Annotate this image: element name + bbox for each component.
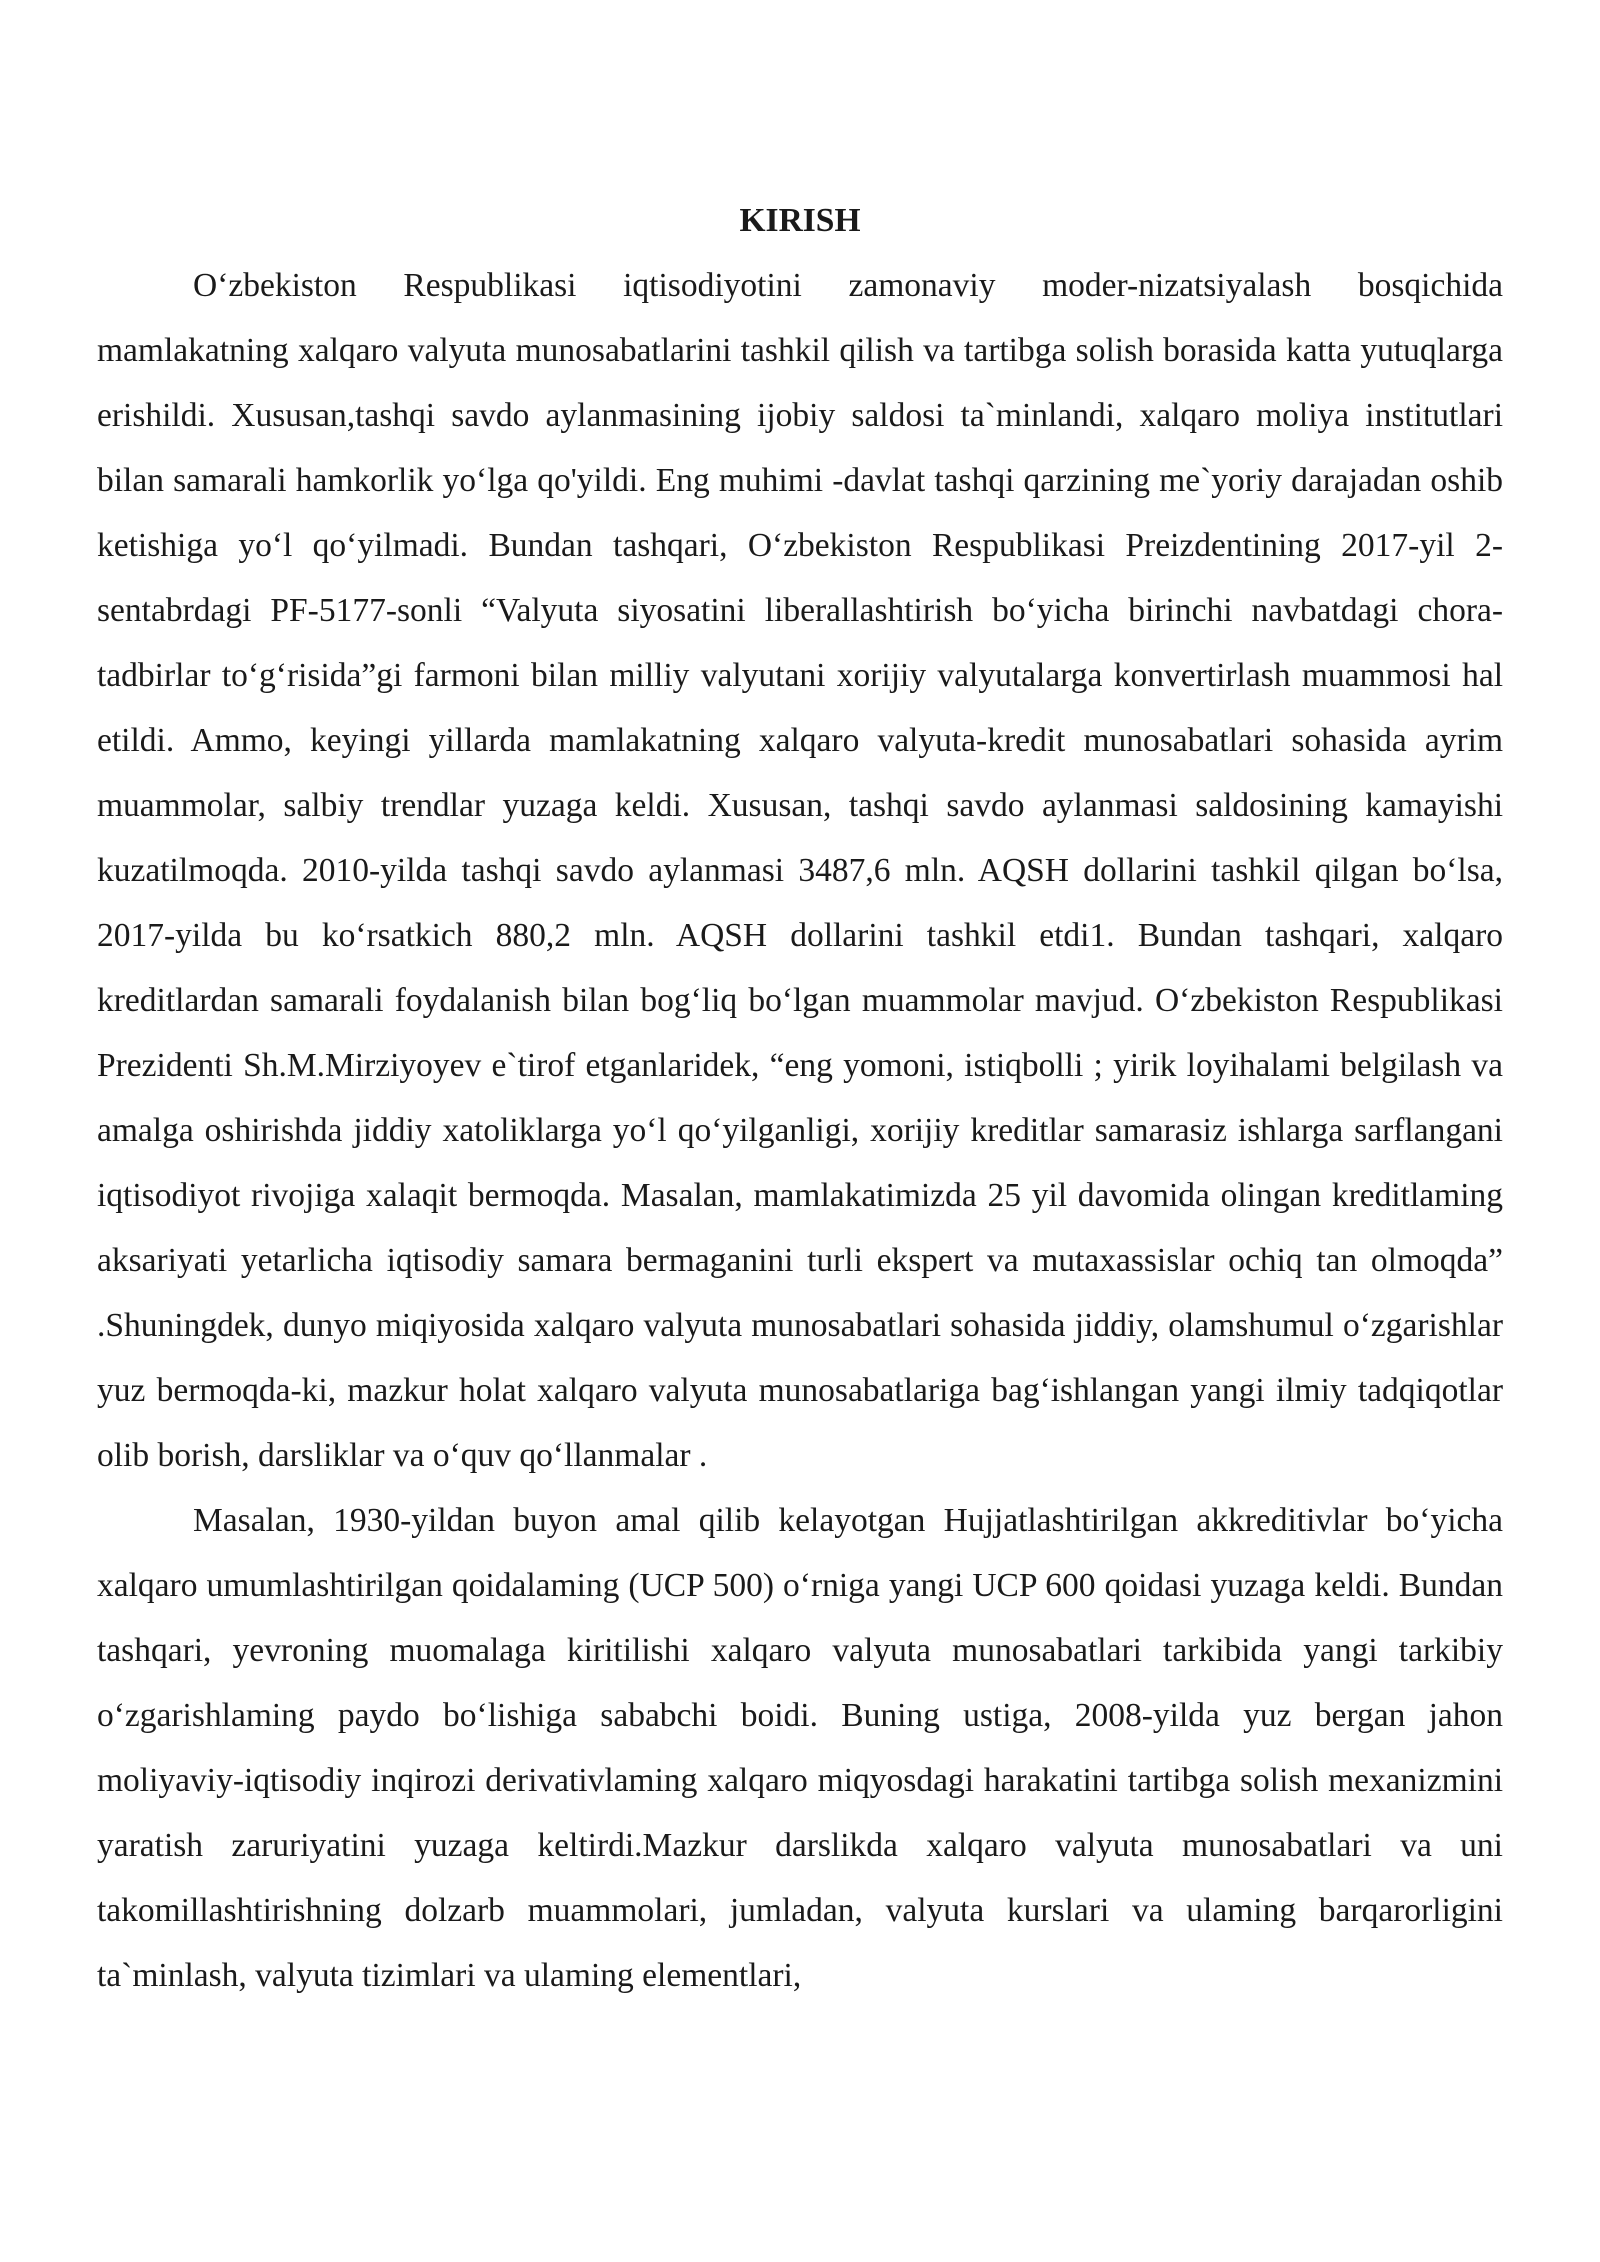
paragraph-examples: Masalan, 1930-yildan buyon amal qilib kelayotgan Hujjatlashtirilgan akkreditivlar bo‘yicha xalqaro umumlashtirilgan qoidalaming (UCP 500) o‘rniga yangi UCP 600 qoidasi yuzaga keldi. Bundan tashqari, yevroning muomalaga kiritilishi xalqaro valyuta munosabatlari tarkibida yangi tarkibiy o‘zgarishlaming paydo bo‘lishiga sababchi boidi. Buning ustiga, 2008-yilda yuz bergan jahon moliyaviy-iqtisodiy inqirozi derivativlaming xalqaro miqyosdagi harakatini tartibga solish mexanizmini yaratish zaruriyatini yuzaga keltirdi.Mazkur darslikda xalqaro valyuta munosabatlari va uni takomillashtirishning dolzarb muammolari, jumladan, valyuta kurslari va ulaming barqarorligini ta`minlash, valyuta tizimlari va ulaming elementlari,	[97, 1502, 1503, 1994]
document-body	[97, 188, 1503, 2008]
paragraph-introduction: O‘zbekiston Respublikasi iqtisodiyotini zamonaviy moder-nizatsiyalash bosqichida mamlakatning xalqaro valyuta munosabatlarini tashkil qilish va tartibga solish borasida katta yutuqlarga erishildi. Xususan,tashqi savdo aylanmasining ijobiy saldosi ta`minlandi, xalqaro moliya institutlari bilan samarali hamkorlik yo‘lga qo'yildi. Eng muhimi -davlat tashqi qarzining me`yoriy darajadan oshib ketishiga yo‘l qo‘yilmadi. Bundan tashqari, O‘zbekiston Respublikasi Preizdentining 2017-yil 2-sentabrdagi PF-5177-sonli “Valyuta siyosatini liberallashtirish bo‘yicha birinchi navbatdagi chora-tadbirlar to‘g‘risida”gi farmoni bilan milliy valyutani xorijiy valyutalarga konvertirlash muammosi hal etildi. Ammo, keyingi yillarda mamlakatning xalqaro valyuta-kredit munosabatlari sohasida ayrim muammolar, salbiy trendlar yuzaga keldi. Xususan, tashqi savdo aylanmasi saldosining kamayishi kuzatilmoqda. 2010-yilda tashqi savdo aylanmasi 3487,6 mln. AQSH dollarini tashkil qilgan bo‘lsa, 2017-yilda bu ko‘rsatkich 880,2 mln. AQSH dollarini tashkil etdi1. Bundan tashqari, xalqaro kreditlardan samarali foydalanish bilan bog‘liq bo‘lgan muammolar mavjud. O‘zbekiston Respublikasi Prezidenti Sh.M.Mirziyoyev e`tirof etganlaridek, “eng yomoni, istiqbolli ; yirik loyihalami belgilash va amalga oshirishda jiddiy xatoliklarga yo‘l qo‘yilganligi, xorijiy kreditlar samarasiz ishlarga sarflangani iqtisodiyot rivojiga xalaqit bermoqda. Masalan, mamlakatimizda 25 yil davomida olingan kreditlaming aksariyati yetarlicha iqtisodiy samara bermaganini turli ekspert va mutaxassislar ochiq tan olmoqda” .Shuningdek, dunyo miqiyosida xalqaro valyuta munosabatlari sohasida jiddiy, olamshumul o‘zgarishlar yuz bermoqda-ki, mazkur holat xalqaro valyuta munosabatlariga bag‘ishlangan yangi ilmiy tadqiqotlar olib borish, darsliklar va o‘quv qo‘llanmalar .	[97, 267, 1503, 1474]
page-title: KIRISH	[739, 202, 861, 239]
